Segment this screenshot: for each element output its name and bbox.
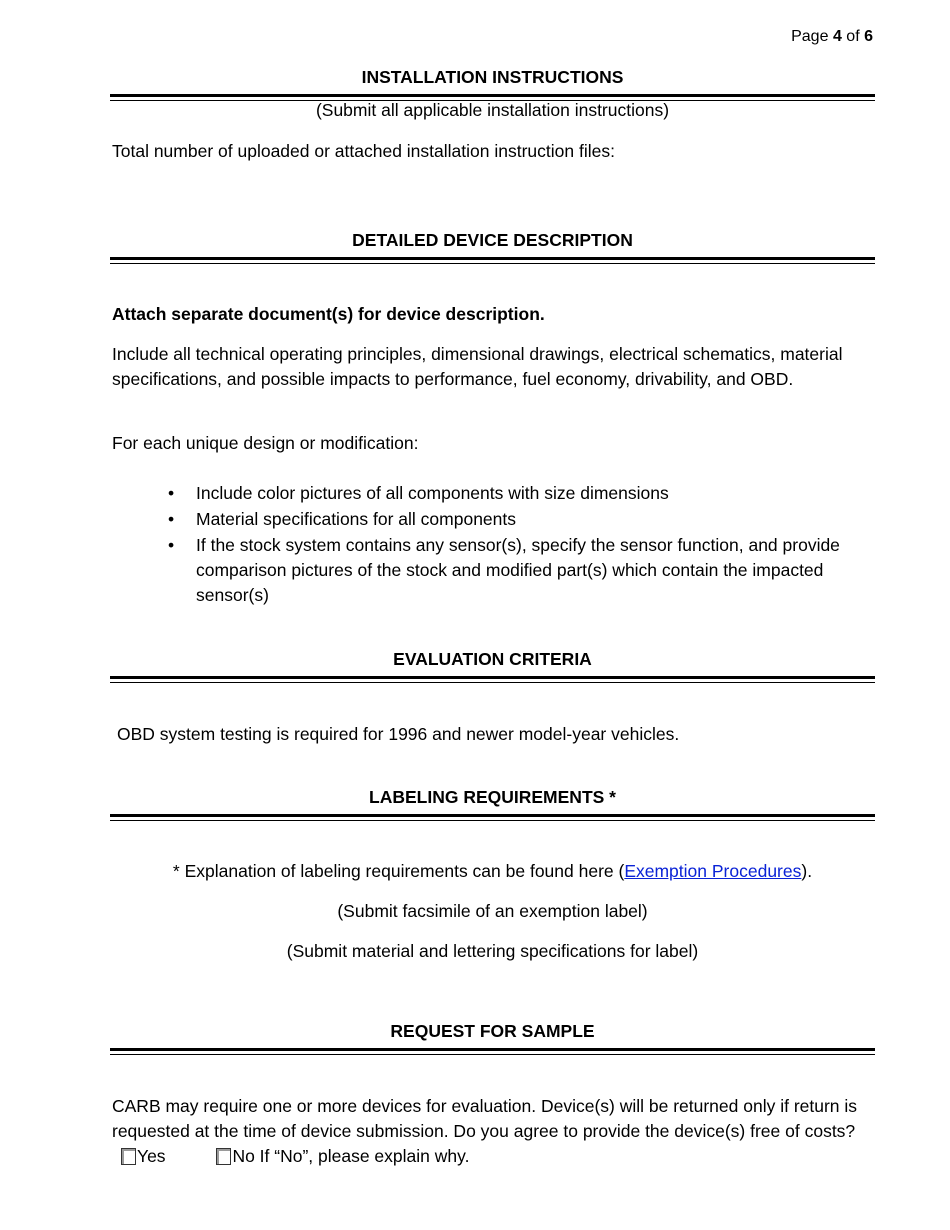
sample-heading: REQUEST FOR SAMPLE [390, 1021, 595, 1041]
evaluation-heading: EVALUATION CRITERIA [393, 649, 592, 669]
device-description-heading: DETAILED DEVICE DESCRIPTION [352, 230, 633, 250]
list-item: • Material specifications for all components [112, 507, 872, 532]
each-design-text: For each unique design or modification: [112, 433, 419, 453]
requirements-list [112, 481, 872, 609]
labeling-heading: LABELING REQUIREMENTS * [369, 787, 616, 807]
no-label: No If “No”, please explain why. [232, 1146, 470, 1166]
labeling-explanation: * Explanation of labeling requirements can be found here (Exemption Procedures). [172, 861, 813, 881]
evaluation-text: OBD system testing is required for 1996 and newer model-year vehicles. [117, 724, 680, 744]
labeling-material: (Submit material and lettering specifications for label) [286, 941, 699, 961]
no-checkbox[interactable] [216, 1148, 231, 1165]
bullet-icon: • [168, 509, 175, 529]
installation-subtitle: (Submit all applicable installation instructions) [315, 100, 670, 120]
yes-label: Yes [137, 1146, 166, 1166]
list-item: • Include color pictures of all components with size dimensions [112, 481, 872, 506]
bullet-icon: • [168, 483, 175, 503]
list-item: • If the stock system contains any sensor(s), specify the sensor function, and provide comparison pictures of the stock and modified part(s) which contain the impacted sensor(s) [168, 535, 840, 605]
labeling-facsimile: (Submit facsimile of an exemption label) [337, 901, 648, 921]
installation-heading: INSTALLATION INSTRUCTIONS [361, 67, 624, 87]
labeling-rule [110, 814, 875, 821]
attach-instruction: Attach separate document(s) for device description. [112, 304, 545, 324]
sample-rule [110, 1048, 875, 1055]
yes-checkbox[interactable] [121, 1148, 136, 1165]
page-number: Page 4 of 6 [791, 28, 873, 45]
sample-paragraph [112, 1094, 872, 1169]
include-instruction: Include all technical operating principles, dimensional drawings, electrical schematics, material specifications, and possible impacts to performance, fuel economy, drivability, and OBD. [112, 344, 843, 389]
evaluation-rule [110, 676, 875, 683]
device-description-rule [110, 257, 875, 264]
sample-text: CARB may require one or more devices for evaluation. Device(s) will be returned only if return is requested at the time of device submission. Do you agree to provide the device(s) free of costs? [112, 1096, 858, 1141]
installation-files-label: Total number of uploaded or attached installation instruction files: [112, 141, 615, 161]
bullet-icon: • [168, 535, 175, 555]
exemption-procedures-link[interactable]: Exemption Procedures [624, 861, 802, 881]
